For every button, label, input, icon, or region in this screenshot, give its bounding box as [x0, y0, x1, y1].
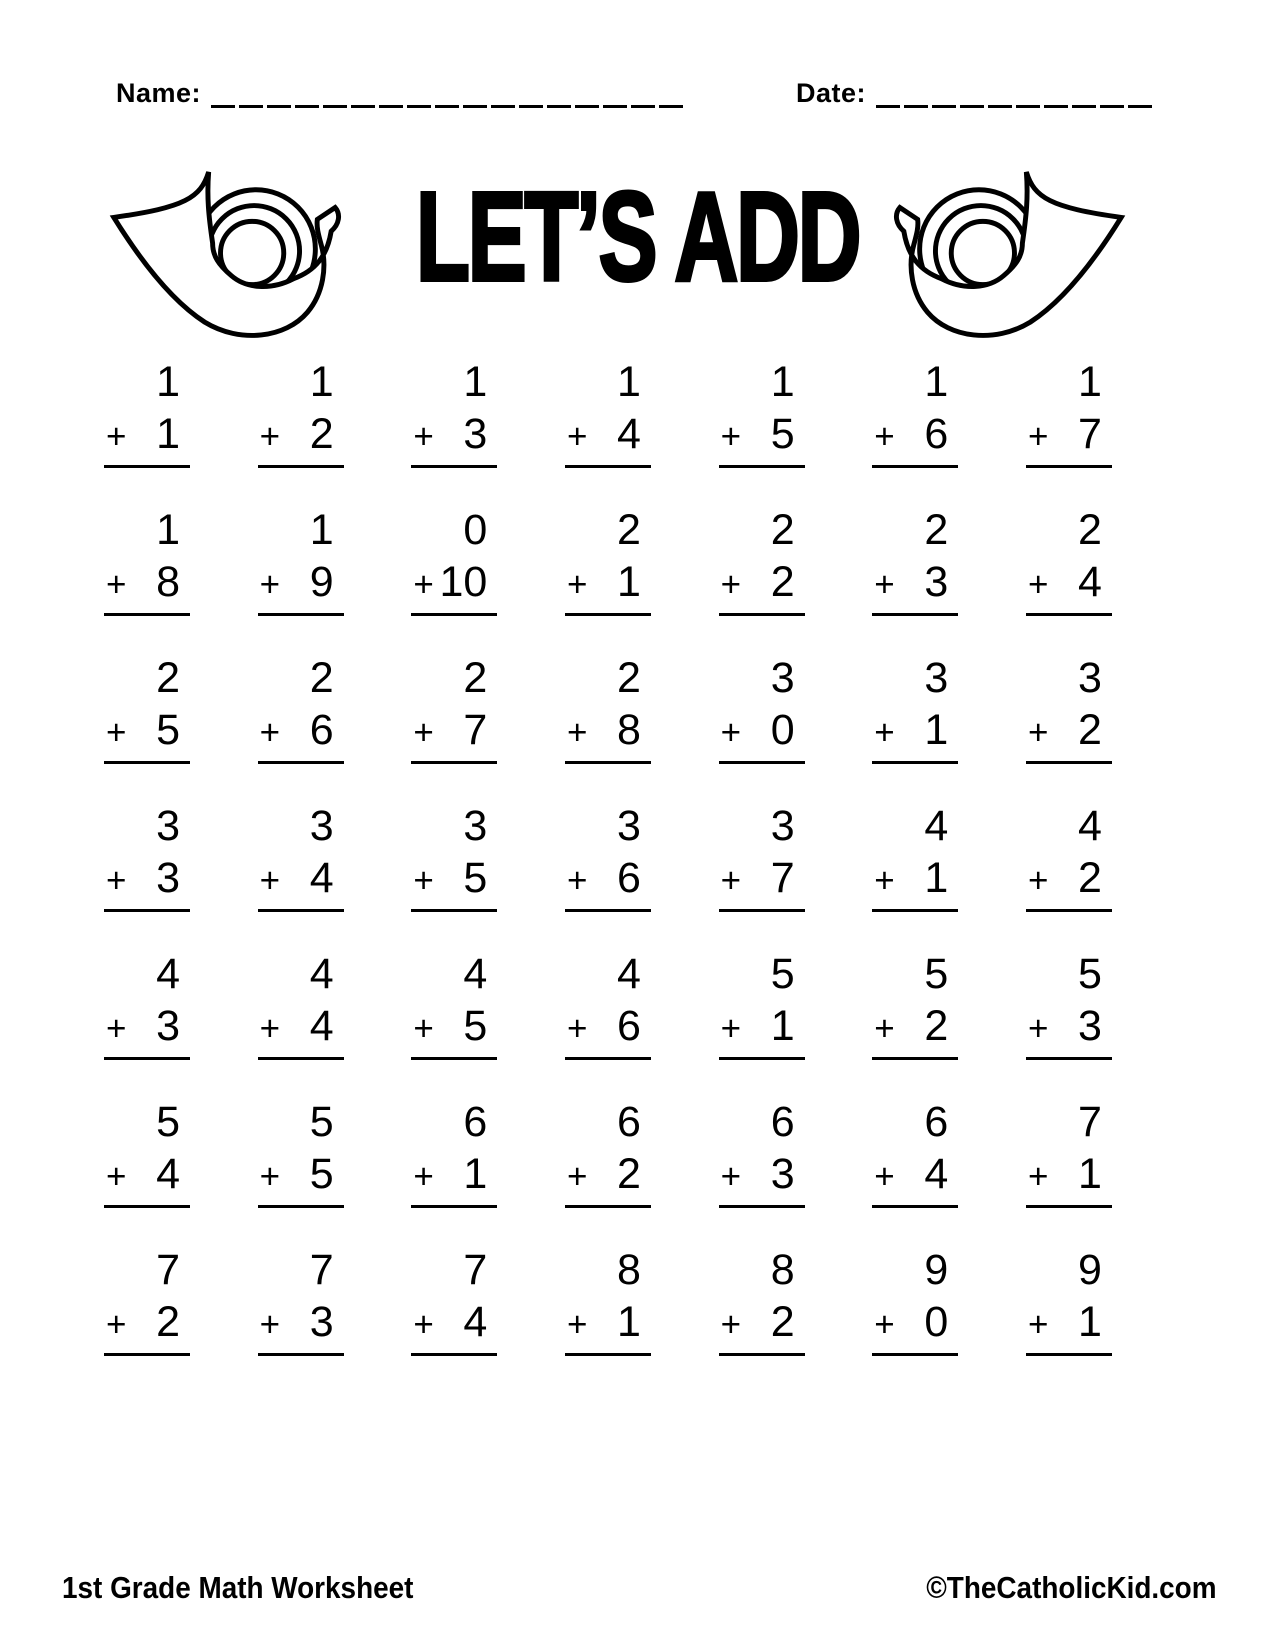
problem-bottom-row — [872, 410, 958, 468]
problem-cell — [872, 358, 958, 468]
addend-bottom: 4 — [617, 410, 641, 458]
addend-bottom: 3 — [156, 854, 180, 902]
plus-operator: + — [566, 417, 588, 456]
problem-cell — [565, 506, 651, 616]
problem-bottom-row — [411, 558, 497, 616]
addend-bottom: 1 — [463, 1150, 488, 1198]
plus-operator: + — [413, 1009, 434, 1048]
addend-top: 3 — [770, 654, 795, 702]
plus-operator: + — [874, 1305, 895, 1344]
problem-cell — [411, 506, 497, 616]
problem-cell — [719, 802, 805, 912]
plus-operator: + — [720, 1157, 742, 1196]
addend-bottom: 6 — [617, 854, 641, 902]
problem-bottom-row — [1026, 854, 1112, 912]
post-horn-icon — [890, 162, 1137, 338]
addend-bottom: 0 — [924, 1298, 949, 1346]
plus-operator: + — [720, 1305, 742, 1344]
addend-bottom: 5 — [463, 1002, 488, 1050]
date-blank-line — [876, 78, 1156, 108]
addend-top: 4 — [463, 950, 488, 998]
addend-bottom: 5 — [463, 854, 488, 902]
addend-bottom: 1 — [1078, 1298, 1102, 1346]
problem-bottom-row — [104, 410, 190, 468]
problem-bottom-row — [411, 410, 497, 468]
addend-top: 2 — [1078, 506, 1102, 554]
name-label: Name: — [116, 78, 202, 108]
addend-top: 7 — [156, 1246, 180, 1294]
problem-bottom-row — [719, 558, 805, 616]
plus-operator: + — [566, 1157, 588, 1196]
addend-bottom: 1 — [617, 558, 641, 606]
problem-bottom-row — [411, 854, 497, 912]
problem-bottom-row — [104, 1150, 190, 1208]
problem-bottom-row — [719, 706, 805, 764]
problem-cell — [719, 950, 805, 1060]
addend-top: 1 — [463, 358, 488, 406]
footer-copyright: ©TheCatholicKid.com — [926, 1570, 1217, 1605]
addend-bottom: 5 — [156, 706, 180, 754]
plus-operator: + — [1027, 417, 1049, 456]
addend-bottom: 4 — [309, 1002, 334, 1050]
problem-cell — [872, 1098, 958, 1208]
problem-bottom-row — [411, 1298, 497, 1356]
problem-bottom-row — [258, 854, 344, 912]
plus-operator: + — [413, 713, 434, 752]
problem-bottom-row — [719, 1298, 805, 1356]
problem-bottom-row — [1026, 558, 1112, 616]
problem-cell — [411, 358, 497, 468]
plus-operator: + — [720, 861, 742, 900]
problem-cell — [104, 802, 190, 912]
addend-bottom: 1 — [1078, 1150, 1102, 1198]
addend-bottom: 3 — [1078, 1002, 1102, 1050]
problem-bottom-row — [872, 854, 958, 912]
plus-operator: + — [413, 565, 434, 604]
addend-top: 6 — [617, 1098, 641, 1146]
addend-bottom: 1 — [617, 1298, 641, 1346]
problem-bottom-row — [258, 410, 344, 468]
title-band — [0, 160, 1275, 340]
addend-bottom: 2 — [156, 1298, 180, 1346]
plus-operator: + — [259, 417, 281, 456]
problem-cell — [104, 1098, 190, 1208]
addend-bottom: 1 — [156, 410, 180, 458]
addend-bottom: 8 — [156, 558, 180, 606]
plus-operator: + — [106, 417, 127, 456]
addend-top: 7 — [309, 1246, 334, 1294]
problem-bottom-row — [565, 410, 651, 468]
plus-operator: + — [874, 1157, 895, 1196]
plus-operator: + — [259, 1305, 281, 1344]
addend-bottom: 2 — [1078, 854, 1102, 902]
addend-bottom: 4 — [924, 1150, 949, 1198]
addend-top: 1 — [770, 358, 795, 406]
addend-top: 9 — [924, 1246, 949, 1294]
addend-bottom: 2 — [617, 1150, 641, 1198]
problem-bottom-row — [258, 706, 344, 764]
addend-top: 5 — [770, 950, 795, 998]
addend-top: 2 — [156, 654, 180, 702]
addend-top: 5 — [924, 950, 949, 998]
plus-operator: + — [106, 1009, 127, 1048]
problem-bottom-row — [411, 1150, 497, 1208]
problem-cell — [565, 358, 651, 468]
plus-operator: + — [566, 565, 588, 604]
addend-top: 4 — [309, 950, 334, 998]
addend-top: 1 — [617, 358, 641, 406]
problem-bottom-row — [104, 854, 190, 912]
addend-top: 0 — [463, 506, 488, 554]
addend-bottom: 3 — [156, 1002, 180, 1050]
problem-cell — [258, 1098, 344, 1208]
plus-operator: + — [413, 1157, 434, 1196]
problem-cell — [411, 1098, 497, 1208]
addend-bottom: 6 — [924, 410, 949, 458]
problem-bottom-row — [411, 706, 497, 764]
addend-top: 2 — [770, 506, 795, 554]
problem-bottom-row — [258, 558, 344, 616]
problem-cell — [104, 358, 190, 468]
problem-cell — [872, 802, 958, 912]
addend-bottom: 7 — [770, 854, 795, 902]
problem-cell — [872, 506, 958, 616]
problem-cell — [719, 1246, 805, 1356]
plus-operator: + — [106, 861, 127, 900]
problem-cell — [1026, 1246, 1112, 1356]
problem-cell — [1026, 654, 1112, 764]
addend-top: 6 — [770, 1098, 795, 1146]
addend-top: 7 — [1078, 1098, 1102, 1146]
problem-bottom-row — [258, 1002, 344, 1060]
problem-cell — [565, 1098, 651, 1208]
addend-bottom: 2 — [1078, 706, 1102, 754]
problem-bottom-row — [1026, 410, 1112, 468]
plus-operator: + — [106, 713, 127, 752]
footer-worksheet-type: 1st Grade Math Worksheet — [62, 1570, 414, 1605]
plus-operator: + — [874, 565, 895, 604]
problem-cell — [1026, 506, 1112, 616]
addend-top: 2 — [924, 506, 949, 554]
addend-top: 4 — [617, 950, 641, 998]
addend-bottom: 9 — [309, 558, 334, 606]
problem-cell — [719, 654, 805, 764]
addend-bottom: 4 — [309, 854, 334, 902]
addend-top: 3 — [770, 802, 795, 850]
addend-bottom: 3 — [770, 1150, 795, 1198]
problem-cell — [872, 950, 958, 1060]
plus-operator: + — [1027, 861, 1049, 900]
plus-operator: + — [874, 1009, 895, 1048]
addend-bottom: 6 — [617, 1002, 641, 1050]
plus-operator: + — [1027, 1157, 1049, 1196]
problem-bottom-row — [565, 1002, 651, 1060]
problem-cell — [258, 802, 344, 912]
addend-top: 5 — [309, 1098, 334, 1146]
problem-bottom-row — [1026, 1298, 1112, 1356]
addend-bottom: 4 — [1078, 558, 1102, 606]
problems-grid — [104, 358, 1112, 1356]
addend-bottom: 3 — [309, 1298, 334, 1346]
plus-operator: + — [413, 417, 434, 456]
problem-bottom-row — [104, 1002, 190, 1060]
problem-cell — [258, 506, 344, 616]
problem-bottom-row — [565, 706, 651, 764]
addend-bottom: 3 — [463, 410, 488, 458]
addend-top: 6 — [924, 1098, 949, 1146]
plus-operator: + — [566, 1305, 588, 1344]
problem-bottom-row — [104, 1298, 190, 1356]
plus-operator: + — [259, 565, 281, 604]
addend-top: 3 — [617, 802, 641, 850]
problem-cell — [104, 950, 190, 1060]
problem-bottom-row — [1026, 1002, 1112, 1060]
addend-bottom: 4 — [156, 1150, 180, 1198]
addend-top: 2 — [617, 654, 641, 702]
addend-top: 2 — [463, 654, 488, 702]
plus-operator: + — [106, 1305, 127, 1344]
addend-bottom: 2 — [770, 1298, 795, 1346]
addend-bottom: 6 — [309, 706, 334, 754]
addend-top: 3 — [924, 654, 949, 702]
addend-top: 1 — [156, 506, 180, 554]
problem-cell — [872, 654, 958, 764]
plus-operator: + — [874, 713, 895, 752]
addend-bottom: 5 — [770, 410, 795, 458]
addend-top: 5 — [1078, 950, 1102, 998]
addend-top: 4 — [1078, 802, 1102, 850]
plus-operator: + — [720, 417, 742, 456]
addend-bottom: 8 — [617, 706, 641, 754]
problem-bottom-row — [719, 1002, 805, 1060]
name-field-group — [116, 76, 683, 108]
addend-bottom: 1 — [770, 1002, 795, 1050]
problem-bottom-row — [565, 1298, 651, 1356]
addend-top: 7 — [463, 1246, 488, 1294]
problem-cell — [565, 950, 651, 1060]
plus-operator: + — [259, 713, 281, 752]
plus-operator: + — [1027, 1305, 1049, 1344]
name-blank-line — [211, 78, 683, 108]
problem-bottom-row — [719, 410, 805, 468]
addend-top: 1 — [156, 358, 180, 406]
addend-bottom: 0 — [770, 706, 795, 754]
plus-operator: + — [106, 1157, 127, 1196]
plus-operator: + — [720, 565, 742, 604]
problem-bottom-row — [258, 1298, 344, 1356]
addend-top: 4 — [924, 802, 949, 850]
addend-top: 4 — [156, 950, 180, 998]
problem-bottom-row — [104, 558, 190, 616]
plus-operator: + — [566, 1009, 588, 1048]
addend-top: 2 — [309, 654, 334, 702]
problem-bottom-row — [258, 1150, 344, 1208]
addend-bottom: 2 — [924, 1002, 949, 1050]
problem-cell — [1026, 802, 1112, 912]
problem-bottom-row — [872, 706, 958, 764]
addend-top: 3 — [463, 802, 488, 850]
problem-bottom-row — [565, 558, 651, 616]
addend-bottom: 5 — [309, 1150, 334, 1198]
addend-top: 1 — [924, 358, 949, 406]
addend-bottom: 4 — [463, 1298, 488, 1346]
problem-cell — [258, 654, 344, 764]
problem-bottom-row — [872, 1298, 958, 1356]
plus-operator: + — [413, 1305, 434, 1344]
problem-bottom-row — [872, 1002, 958, 1060]
problem-cell — [565, 654, 651, 764]
date-field-group — [796, 76, 1156, 108]
problem-cell — [565, 802, 651, 912]
problem-cell — [411, 802, 497, 912]
problem-bottom-row — [719, 1150, 805, 1208]
plus-operator: + — [1027, 1009, 1049, 1048]
addend-top: 1 — [1078, 358, 1102, 406]
plus-operator: + — [259, 861, 281, 900]
problem-bottom-row — [565, 854, 651, 912]
problem-cell — [258, 358, 344, 468]
addend-top: 8 — [770, 1246, 795, 1294]
plus-operator: + — [874, 417, 895, 456]
problem-cell — [411, 1246, 497, 1356]
plus-operator: + — [720, 1009, 742, 1048]
problem-bottom-row — [1026, 1150, 1112, 1208]
problem-cell — [1026, 358, 1112, 468]
addend-bottom: 2 — [309, 410, 334, 458]
addend-bottom: 3 — [924, 558, 949, 606]
problem-bottom-row — [104, 706, 190, 764]
problem-bottom-row — [565, 1150, 651, 1208]
plus-operator: + — [106, 565, 127, 604]
problem-cell — [719, 1098, 805, 1208]
plus-operator: + — [720, 713, 742, 752]
plus-operator: + — [1027, 713, 1049, 752]
problem-cell — [565, 1246, 651, 1356]
plus-operator: + — [1027, 565, 1049, 604]
problem-cell — [411, 654, 497, 764]
problem-cell — [1026, 1098, 1112, 1208]
addend-top: 3 — [1078, 654, 1102, 702]
addend-bottom: 7 — [463, 706, 488, 754]
addend-bottom: 1 — [924, 854, 949, 902]
plus-operator: + — [566, 713, 588, 752]
problem-cell — [411, 950, 497, 1060]
addend-bottom: 7 — [1078, 410, 1102, 458]
problem-bottom-row — [719, 854, 805, 912]
problem-cell — [104, 654, 190, 764]
addend-bottom: 10 — [439, 558, 488, 606]
problem-bottom-row — [1026, 706, 1112, 764]
problem-bottom-row — [872, 558, 958, 616]
problem-cell — [1026, 950, 1112, 1060]
plus-operator: + — [874, 861, 895, 900]
worksheet-title: LET’S ADD — [415, 166, 860, 307]
problem-cell — [104, 506, 190, 616]
problem-cell — [872, 1246, 958, 1356]
problem-cell — [719, 506, 805, 616]
addend-top: 1 — [309, 506, 334, 554]
problem-bottom-row — [411, 1002, 497, 1060]
addend-bottom: 2 — [770, 558, 795, 606]
problem-cell — [104, 1246, 190, 1356]
plus-operator: + — [566, 861, 588, 900]
addend-top: 5 — [156, 1098, 180, 1146]
addend-top: 9 — [1078, 1246, 1102, 1294]
addend-top: 3 — [156, 802, 180, 850]
addend-bottom: 1 — [924, 706, 949, 754]
plus-operator: + — [259, 1157, 281, 1196]
problem-bottom-row — [872, 1150, 958, 1208]
addend-top: 2 — [617, 506, 641, 554]
problem-cell — [719, 358, 805, 468]
problem-cell — [258, 950, 344, 1060]
plus-operator: + — [259, 1009, 281, 1048]
date-label: Date: — [796, 78, 867, 108]
addend-top: 6 — [463, 1098, 488, 1146]
addend-top: 1 — [309, 358, 334, 406]
addend-top: 8 — [617, 1246, 641, 1294]
problem-cell — [258, 1246, 344, 1356]
addend-top: 3 — [309, 802, 334, 850]
plus-operator: + — [413, 861, 434, 900]
